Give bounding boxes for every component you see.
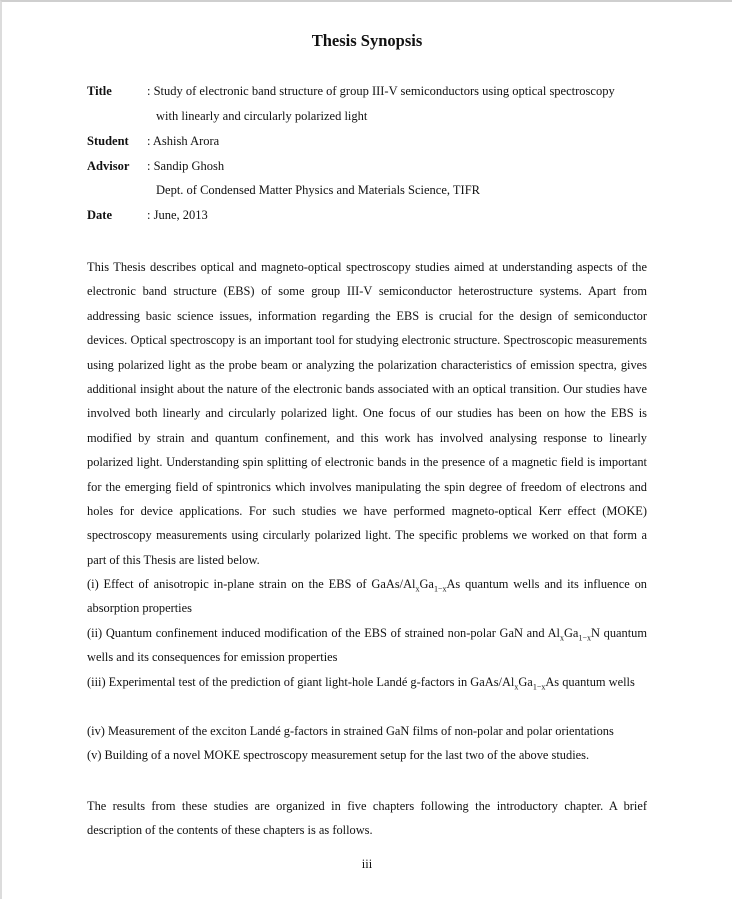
problem-3-text-end: As quantum wells xyxy=(545,675,635,689)
sub-x: x xyxy=(415,584,420,594)
ga-text: Ga xyxy=(518,675,533,689)
problem-1-text: (i) Effect of anisotropic in-plane strain on the EBS of GaAs/Al xyxy=(87,577,416,591)
advisor-label: Advisor xyxy=(87,159,130,173)
ga-text: Ga xyxy=(419,577,434,591)
student-label: Student xyxy=(87,134,129,148)
date-label: Date xyxy=(87,208,112,222)
page-title: Thesis Synopsis xyxy=(311,31,423,50)
title-value-2: with linearly and circularly polarized light xyxy=(156,109,368,123)
problem-item-5: (v) Building of a novel MOKE spectroscopy measurement setup for the last two of the above studies. xyxy=(87,748,590,762)
student-value: : Ashish Arora xyxy=(147,134,220,148)
problem-item-1 xyxy=(87,572,647,621)
sub-1mx: 1−x xyxy=(578,633,591,643)
advisor-value: : Sandip Ghosh xyxy=(147,159,225,173)
problem-2-text: (ii) Quantum confinement induced modification of the EBS of strained non-polar GaN and Al xyxy=(87,626,560,640)
page-number: iii xyxy=(361,857,373,871)
problem-item-3 xyxy=(87,670,647,694)
ga-text: Ga xyxy=(563,626,579,640)
problem-item-4: (iv) Measurement of the exciton Landé g-factors in strained GaN films of non-polar and polar orientations xyxy=(87,724,614,738)
problem-1-text-end: As quantum wells and its influence on absorption properties xyxy=(87,577,647,616)
title-value: : Study of electronic band structure of group III-V semiconductors using optical spectroscopy xyxy=(147,84,615,98)
advisor-dept: Dept. of Condensed Matter Physics and Materials Science, TIFR xyxy=(156,183,481,197)
problem-3-text: (iii) Experimental test of the prediction of giant light-hole Landé g-factors in GaAs/Al xyxy=(87,675,515,689)
sub-x: x xyxy=(514,682,519,692)
conclusion-paragraph: The results from these studies are organized in five chapters following the introductory chapter. A brief description of the contents of these chapters is as follows. xyxy=(87,799,647,838)
sub-1mx: 1−x xyxy=(532,682,546,692)
problem-2-text-end: N quantum wells and its consequences for emission properties xyxy=(87,626,647,665)
problem-item-2 xyxy=(87,621,647,670)
sub-1mx: 1−x xyxy=(433,584,447,594)
sub-x: x xyxy=(559,633,564,643)
abstract-paragraph: This Thesis describes optical and magneto-optical spectroscopy studies aimed at understanding aspects of the electronic band structure (EBS) of some group III-V semiconductor heterostructure systems. Apart from addressing basic science issues, information regarding the EBS is crucial for the design of semiconductor devices. Optical spectroscopy is an important tool for studying electronic structure. Spectroscopic measurements using polarized light as the probe beam or analyzing the polarization characteristics of emission spectra, gives additional insight about the nature of the electronic bands associated with an optical transition. Our studies have involved both linearly and circularly polarized light. One focus of our studies has been on how the EBS is modified by strain and quantum confinement, and this work has involved analysing response to linearly polarized light. Understanding spin splitting of electronic bands in the presence of a magnetic field is important for the emerging field of spintronics which involves manipulating the spin degree of freedom of electrons and holes for device applications. For such studies we have performed magneto-optical Kerr effect (MOKE) spectroscopy measurements using circularly polarized light. The specific problems we worked on that form a part of this Thesis are listed below. xyxy=(87,260,647,567)
date-value: : June, 2013 xyxy=(147,208,208,222)
title-label: Title xyxy=(87,84,112,98)
